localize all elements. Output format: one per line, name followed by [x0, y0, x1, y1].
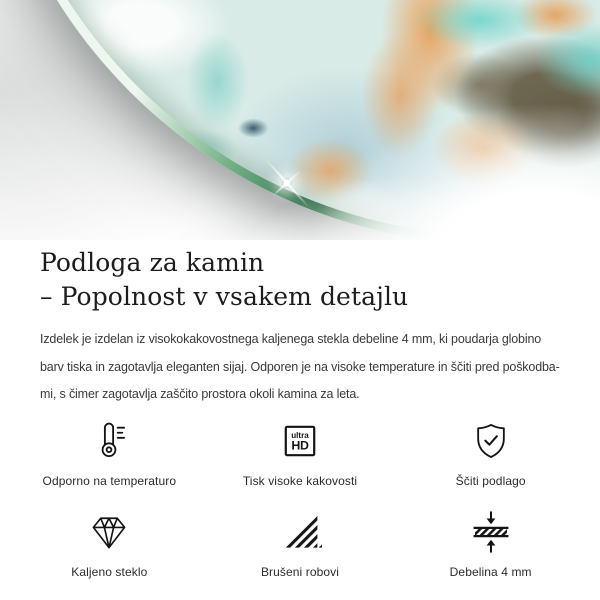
thermometer-icon: [87, 419, 131, 463]
ultra-hd-icon-text-top: ultra: [291, 430, 309, 440]
glass-panel-edge: [0, 0, 600, 240]
feature-brushed-edges: [205, 510, 396, 579]
intro-line: mi, s čimer zagotavlja zaščito prostora okoli kamina za leta.: [40, 387, 360, 401]
feature-temperature: [14, 419, 205, 488]
page-title-line-2: – Popolnost v vsakem detajlu: [40, 282, 409, 311]
glass-panel-artwork: [0, 0, 600, 236]
content-section: [0, 246, 600, 409]
features-grid: [0, 419, 600, 579]
feature-print-quality: [205, 419, 396, 488]
feature-label: Debelina 4 mm: [449, 564, 532, 579]
page-title: [40, 246, 564, 314]
feature-label: Tisk visoke kakovosti: [242, 473, 358, 488]
ultra-hd-icon-text-bottom: HD: [291, 438, 309, 453]
shield-check-icon: [469, 419, 513, 463]
feature-label: Odporno na temperaturo: [42, 473, 177, 488]
brushed-edges-icon: [278, 510, 322, 554]
intro-line: Izdelek je izdelan iz visokokakovostnega kaljenega stekla debeline 4 mm, ki poudarja globino: [40, 332, 542, 346]
feature-label: Kaljeno steklo: [71, 564, 148, 579]
feature-tempered-glass: [14, 510, 205, 579]
hero-image: [0, 0, 600, 240]
intro-line: barv tiska in zagotavlja eleganten sijaj. Odporen je na visoke temperature in ščiti pred poškodba-: [40, 359, 560, 374]
feature-protects-base: [395, 419, 586, 488]
feature-label: Ščiti podlago: [455, 473, 526, 488]
intro-paragraph: [40, 326, 564, 409]
diamond-icon: [87, 510, 131, 554]
feature-label: Brušeni robovi: [260, 564, 340, 579]
thickness-icon: [469, 510, 513, 554]
ultra-hd-icon: [278, 419, 322, 463]
page-title-line-1: Podloga za kamin: [40, 248, 265, 277]
feature-thickness: [395, 510, 586, 579]
